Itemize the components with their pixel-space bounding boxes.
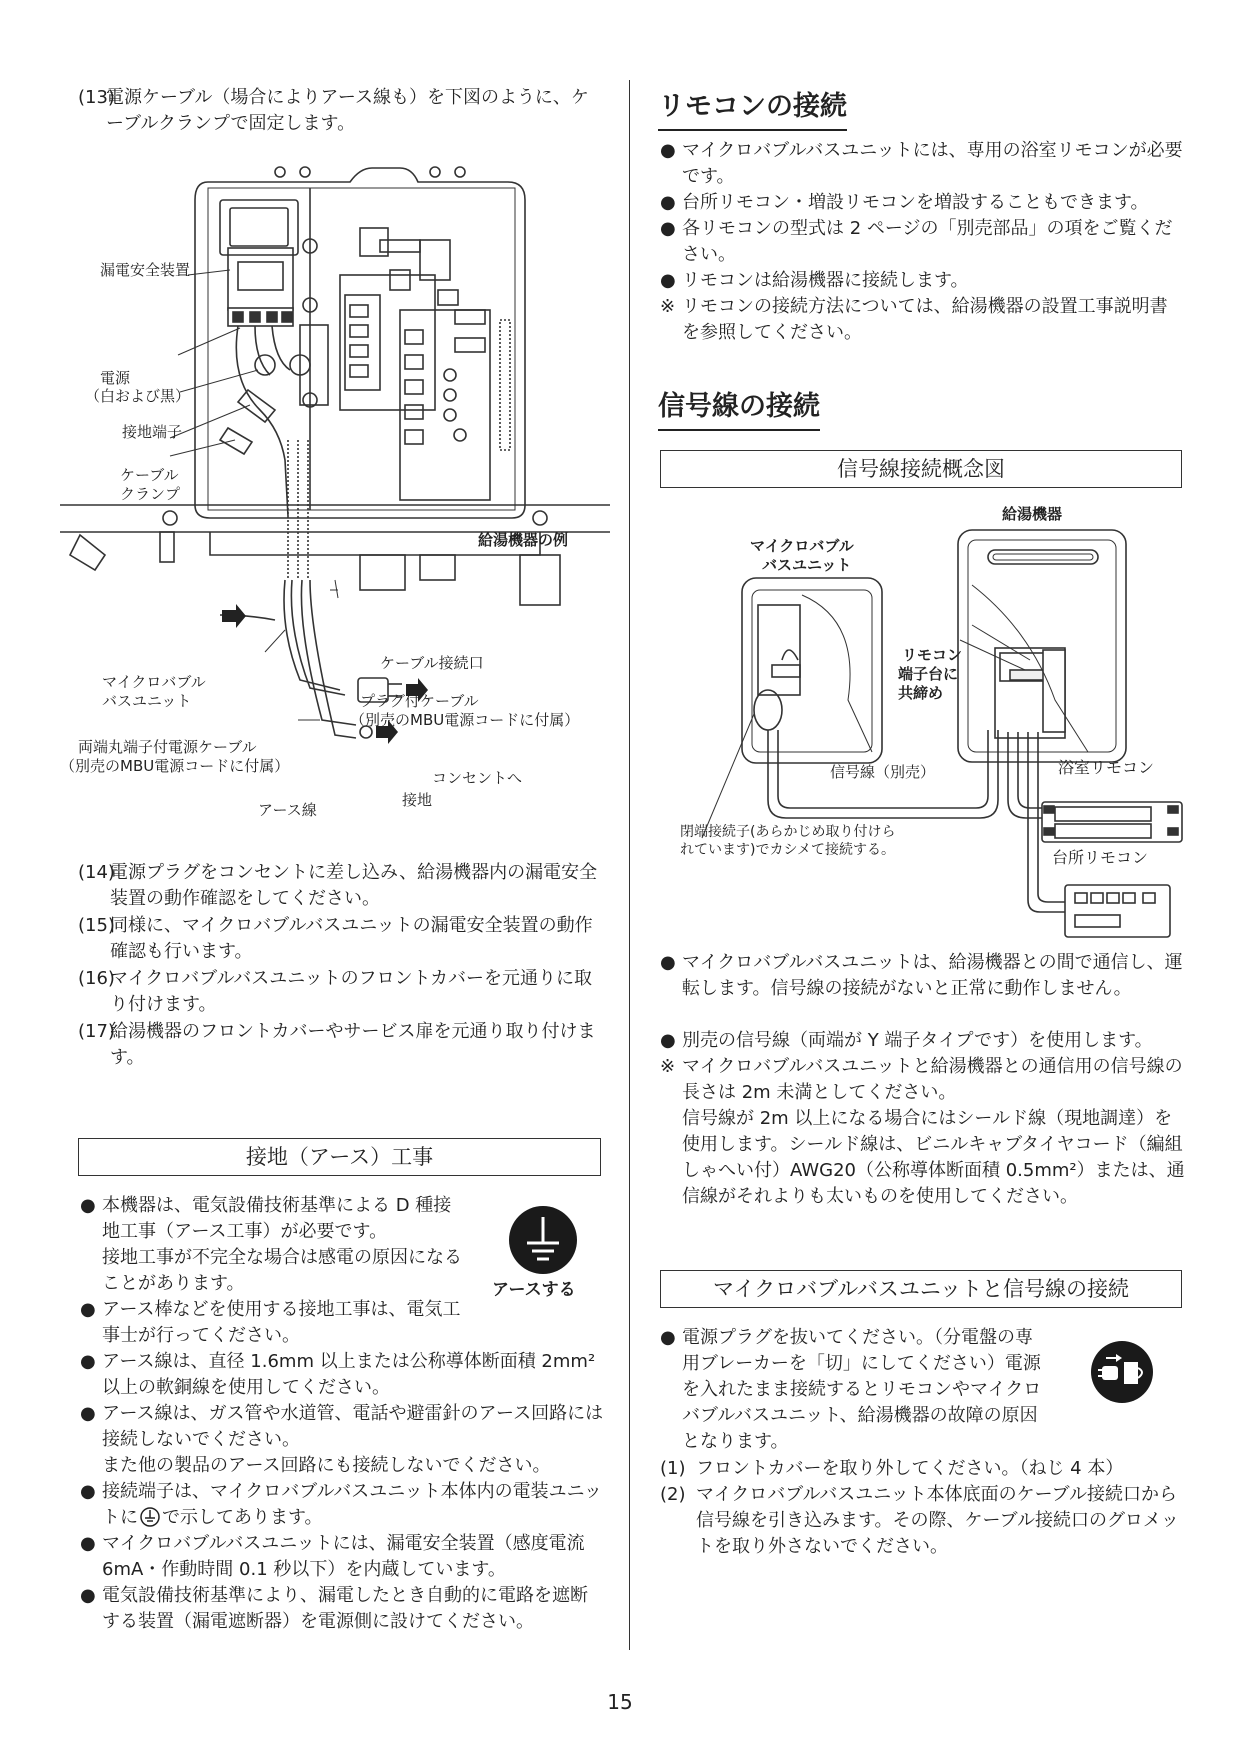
label-example: 給湯機器の例 xyxy=(478,531,569,549)
mbu-signal-step-2 xyxy=(660,1482,1185,1560)
earth-icon-caption: アースする xyxy=(492,1280,576,1300)
step-17 xyxy=(78,1019,603,1071)
signal-bullet-1 xyxy=(660,950,1185,1002)
bullet-text: アース線は、ガス管や水道管、電話や避雷針のアース回路には接続しないでください。 xyxy=(102,1403,604,1450)
signal-section-title: 信号線の接続 xyxy=(658,384,820,431)
bullet-text: マイクロバブルバスユニットには、漏電安全装置（感度電流 6mA・作動時間 0.1 秒以下）を内蔵しています。 xyxy=(102,1533,585,1580)
bullet-mark: ※ xyxy=(660,1056,676,1077)
remote-bullet-1 xyxy=(660,138,1185,190)
label-mbu-1: マイクロバブル xyxy=(102,673,206,691)
earth-note-1 xyxy=(80,1245,465,1297)
bullet-mark: ● xyxy=(80,1481,96,1502)
label-ground-terminal: 接地端子 xyxy=(122,423,183,441)
bullet-mark: ● xyxy=(80,1351,96,1372)
remote-section-title: リモコンの接続 xyxy=(658,84,847,131)
label-mbu-1: マイクロバブル xyxy=(750,537,854,555)
bullet-mark: ● xyxy=(80,1195,96,1216)
earth-bullet-4 xyxy=(80,1401,605,1453)
label-earth-wire: アース線 xyxy=(258,801,317,819)
step-text: マイクロバブルバスユニットのフロントカバーを元通りに取り付けます。 xyxy=(110,968,593,1015)
signal-note-2 xyxy=(660,1106,1185,1210)
signal-wiring-diagram xyxy=(660,500,1190,940)
label-to-ground: 接地 xyxy=(402,791,433,809)
earth-bullet-3 xyxy=(80,1349,605,1401)
column-divider xyxy=(629,80,630,1650)
bullet-mark: ● xyxy=(80,1299,96,1320)
earth-bullet-7 xyxy=(80,1583,605,1635)
label-remote-terminal-3: 共締め xyxy=(898,684,944,702)
bullet-text: 台所リモコン・増設リモコンを増設することもできます。 xyxy=(682,192,1149,213)
step-text: 同様に、マイクロバブルバスユニットの漏電安全装置の動作確認も行います。 xyxy=(110,915,593,962)
label-crimp-1: 閉端接続子(あらかじめ取り付けら xyxy=(680,824,896,840)
page-number: 15 xyxy=(607,1690,633,1714)
label-signal-wire: 信号線（別売） xyxy=(830,763,936,781)
label-cable-port: ケーブル接続口 xyxy=(380,654,484,672)
earth-bullet-1 xyxy=(80,1193,465,1245)
remote-note xyxy=(660,294,1185,346)
remote-bullet-3 xyxy=(660,216,1185,268)
signal-diagram-title: 信号線接続概念図 xyxy=(660,450,1182,488)
label-to-outlet: コンセントへ xyxy=(432,769,523,787)
label-kitchen-remote: 台所リモコン xyxy=(1052,848,1149,867)
step-number: (15) xyxy=(78,915,115,936)
bullet-text: 信号線が 2m 以上になる場合にはシールド線（現地調達）を使用します。シールド線は、ビニルキャブタイヤコード（編組しゃへい付）AWG20（公称導体断面積 0.5mm²）または、通信線がそれよりも太いものを使用してください。 xyxy=(682,1108,1185,1207)
signal-note-1 xyxy=(660,1054,1185,1106)
step-number: (2) xyxy=(660,1484,686,1505)
step-13 xyxy=(78,85,603,137)
label-power-2: （白および黒） xyxy=(85,387,191,405)
label-remote-terminal-2: 端子台に xyxy=(898,665,959,683)
step-number: (1) xyxy=(660,1458,686,1479)
label-plug-cable-2: （別売のMBU電源コードに付属） xyxy=(350,711,580,729)
label-clamp-1: ケーブル xyxy=(120,466,179,484)
bullet-mark: ● xyxy=(660,952,676,973)
label-ring-cable-2: （別売のMBU電源コードに付属） xyxy=(60,757,290,775)
bullet-text-after: で示してあります。 xyxy=(162,1507,323,1528)
bullet-text: 別売の信号線（両端が Y 端子タイプです）を使用します。 xyxy=(682,1030,1153,1051)
label-crimp-2: れています)でカシメて接続する。 xyxy=(680,842,896,858)
bullet-text: マイクロバブルバスユニットには、専用の浴室リモコンが必要です。 xyxy=(682,140,1183,187)
mbu-signal-section-title: マイクロバブルバスユニットと信号線の接続 xyxy=(660,1270,1182,1308)
earth-bullet-2 xyxy=(80,1297,465,1349)
label-mbu-2: バスユニット xyxy=(762,556,852,574)
bullet-mark: ● xyxy=(660,1030,676,1051)
bullet-text: 本機器は、電気設備技術基準による D 種接地工事（アース工事）が必要です。 xyxy=(102,1195,452,1242)
remote-bullet-2 xyxy=(660,190,1185,216)
earth-section-title: 接地（アース）工事 xyxy=(78,1138,601,1176)
label-bath-remote: 浴室リモコン xyxy=(1058,758,1155,777)
earth-icon xyxy=(508,1205,578,1275)
bullet-mark: ※ xyxy=(660,296,676,317)
step-text: フロントカバーを取り外してください。（ねじ 4 本） xyxy=(696,1458,1124,1479)
step-text: 電源プラグをコンセントに差し込み、給湯機器内の漏電安全装置の動作確認をしてください。 xyxy=(110,862,598,909)
bullet-mark: ● xyxy=(80,1403,96,1424)
bullet-text: リモコンは給湯機器に接続します。 xyxy=(682,270,969,291)
step-15 xyxy=(78,913,603,965)
bullet-mark: ● xyxy=(80,1585,96,1606)
step-text: 電源ケーブル（場合によりアース線も）を下図のように、ケーブルクランプで固定します。 xyxy=(106,87,589,134)
label-leakage-breaker: 漏電安全装置 xyxy=(100,261,191,279)
unplug-icon xyxy=(1090,1340,1154,1404)
earth-bullet-6 xyxy=(80,1531,605,1583)
bullet-text: マイクロバブルバスユニットは、給湯機器との間で通信し、運転します。信号線の接続がないと正常に動作しません。 xyxy=(682,952,1183,999)
bullet-text: 接地工事が不完全な場合は感電の原因になることがあります。 xyxy=(102,1247,462,1294)
step-text: マイクロバブルバスユニット本体底面のケーブル接続口から信号線を引き込みます。その際、ケーブル接続口のグロメットを取り外さないでください。 xyxy=(696,1484,1179,1557)
label-remote-terminal-1: リモコン xyxy=(902,646,963,664)
bullet-mark: ● xyxy=(660,1327,676,1348)
step-number: (16) xyxy=(78,968,115,989)
step-16 xyxy=(78,966,603,1018)
bullet-mark: ● xyxy=(660,192,676,213)
bullet-text: また他の製品のアース回路にも接続しないでください。 xyxy=(102,1455,551,1476)
label-water-heater: 給湯機器 xyxy=(1002,505,1063,523)
bullet-text: マイクロバブルバスユニットと給湯機器との通信用の信号線の長さは 2m 未満としてください。 xyxy=(682,1056,1183,1103)
bullet-text: アース線は、直径 1.6mm 以上または公称導体断面積 2mm² 以上の軟銅線を使用してください。 xyxy=(102,1351,596,1398)
remote-bullet-4 xyxy=(660,268,1185,294)
bullet-text xyxy=(80,1479,605,1531)
bullet-text: アース棒などを使用する接地工事は、電気工事士が行ってください。 xyxy=(102,1299,461,1346)
earth-note-2 xyxy=(80,1453,605,1479)
bullet-text: 電源プラグを抜いてください。（分電盤の専用ブレーカーを「切」にしてください）電源を入れたまま接続するとリモコンやマイクロバブルバスユニット、給湯機器の故障の原因となります。 xyxy=(682,1327,1042,1452)
mbu-signal-step-1 xyxy=(660,1456,1185,1482)
bullet-mark: ● xyxy=(660,270,676,291)
step-number: (14) xyxy=(78,862,115,883)
bullet-text: リモコンの接続方法については、給湯機器の設置工事説明書を参照してください。 xyxy=(682,296,1168,343)
ground-symbol-icon xyxy=(140,1507,160,1527)
label-plug-cable-1: プラグ付ケーブル xyxy=(360,692,479,710)
step-14 xyxy=(78,860,603,912)
signal-diagram-drawing xyxy=(660,500,1190,940)
mbu-signal-bullet-1 xyxy=(660,1325,1045,1455)
label-power-1: 電源 xyxy=(100,369,131,387)
label-mbu-2: バスユニット xyxy=(102,692,192,710)
label-ring-cable-1: 両端丸端子付電源ケーブル xyxy=(78,738,257,756)
bullet-text: 各リモコンの型式は 2 ページの「別売部品」の項をご覧ください。 xyxy=(682,218,1173,265)
bullet-mark: ● xyxy=(80,1533,96,1554)
signal-bullet-2 xyxy=(660,1028,1185,1054)
step-text: 給湯機器のフロントカバーやサービス扉を元通り取り付けます。 xyxy=(110,1021,596,1068)
step-number: (13) xyxy=(78,87,115,108)
bullet-text-before: 接続端子は、マイクロバブルバスユニット本体内の電装ユニットに xyxy=(102,1481,602,1528)
bullet-text: 電気設備技術基準により、漏電したとき自動的に電路を遮断する装置（漏電遮断器）を電源側に設けてください。 xyxy=(102,1585,588,1632)
earth-bullet-5 xyxy=(80,1479,605,1531)
wiring-diagram-water-heater xyxy=(60,160,610,820)
bullet-mark: ● xyxy=(660,140,676,161)
label-clamp-2: クランプ xyxy=(120,485,181,503)
step-number: (17) xyxy=(78,1021,115,1042)
bullet-mark: ● xyxy=(660,218,676,239)
